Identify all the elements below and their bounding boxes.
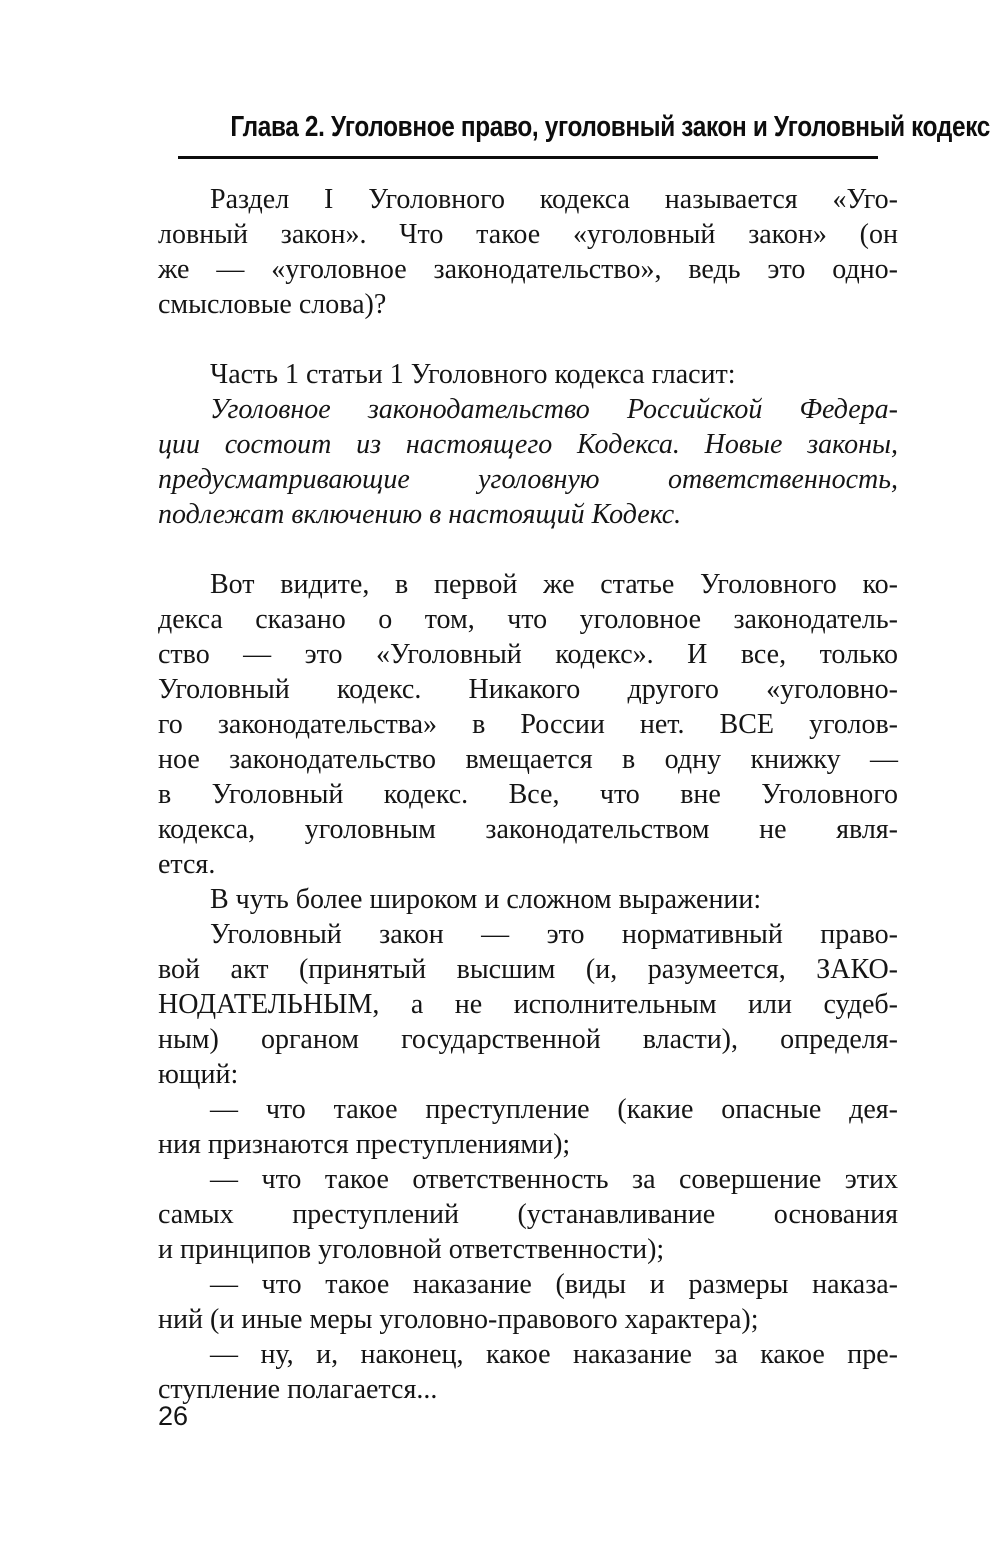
- paragraph: [158, 567, 898, 882]
- paragraph: [158, 882, 898, 917]
- text-line: ступление полагается...: [158, 1374, 438, 1405]
- text-line: вой акт (принятый высшим (и, разумеется, ЗАКО-: [158, 954, 898, 985]
- text-line: подлежат включению в настоящий Кодекс.: [158, 499, 682, 530]
- text-line: кодекса, уголовным законодательством не явля-: [158, 814, 898, 845]
- text-line: Вот видите, в первой же статье Уголовного ко-: [210, 569, 898, 600]
- paragraph: [158, 1267, 898, 1337]
- text-line: ется.: [158, 849, 216, 880]
- text-line: Часть 1 статьи 1 Уголовного кодекса гласит:: [210, 359, 736, 390]
- text-line: — что такое наказание (виды и размеры наказа-: [210, 1269, 898, 1300]
- text-line: Уголовное законодательство Российской Федера-: [210, 394, 898, 425]
- text-line: Раздел I Уголовного кодекса называется «Уго-: [210, 184, 898, 215]
- paragraph: [158, 917, 898, 1092]
- text-line: ство — это «Уголовный кодекс». И все, только: [158, 639, 898, 670]
- body-text: [158, 182, 898, 1407]
- chapter-header-text: Глава 2. Уголовное право, уголовный закон и Уголовный кодекс: [230, 111, 990, 143]
- text-line: Уголовный кодекс. Никакого другого «уголовно-: [158, 674, 898, 705]
- paragraph: [158, 357, 898, 392]
- paragraph: [158, 1162, 898, 1267]
- text-line: ное законодательство вмещается в одну книжку —: [158, 744, 898, 775]
- text-line: НОДАТЕЛЬНЫМ, а не исполнительным или судеб-: [158, 989, 898, 1020]
- text-line: — что такое преступление (какие опасные дея-: [210, 1094, 898, 1125]
- text-line: — что такое ответственность за совершение этих: [210, 1164, 898, 1195]
- text-line: смысловые слова)?: [158, 289, 387, 320]
- text-line: В чуть более широком и сложном выражении:: [210, 884, 762, 915]
- paragraph: [158, 392, 898, 532]
- chapter-header: [158, 111, 990, 143]
- text-line: декса сказано о том, что уголовное законодатель-: [158, 604, 898, 635]
- text-line: и принципов уголовной ответственности);: [158, 1234, 665, 1265]
- text-line: ции состоит из настоящего Кодекса. Новые законы,: [158, 429, 898, 460]
- paragraph: [158, 1092, 898, 1162]
- text-line: самых преступлений (устанавливание основания: [158, 1199, 898, 1230]
- header-rule: [178, 156, 878, 159]
- page-content: [158, 0, 990, 1407]
- text-line: ний (и иные меры уголовно-правового характера);: [158, 1304, 759, 1335]
- text-line: ным) органом государственной власти), определя-: [158, 1024, 898, 1055]
- text-line: предусматривающие уголовную ответственность,: [158, 464, 898, 495]
- text-line: ловный закон». Что такое «уголовный закон» (он: [158, 219, 898, 250]
- text-line: Уголовный закон — это нормативный право-: [210, 919, 898, 950]
- text-line: ния признаются преступлениями);: [158, 1129, 571, 1160]
- page-number: 26: [158, 1401, 189, 1431]
- text-line: в Уголовный кодекс. Все, что вне Уголовного: [158, 779, 898, 810]
- text-line: — ну, и, наконец, какое наказание за какое пре-: [210, 1339, 898, 1370]
- paragraph: [158, 1337, 898, 1407]
- text-line: ющий:: [158, 1059, 239, 1090]
- paragraph: [158, 182, 898, 322]
- text-line: же — «уголовное законодательство», ведь это одно-: [158, 254, 898, 285]
- text-line: го законодательства» в России нет. ВСЕ уголов-: [158, 709, 898, 740]
